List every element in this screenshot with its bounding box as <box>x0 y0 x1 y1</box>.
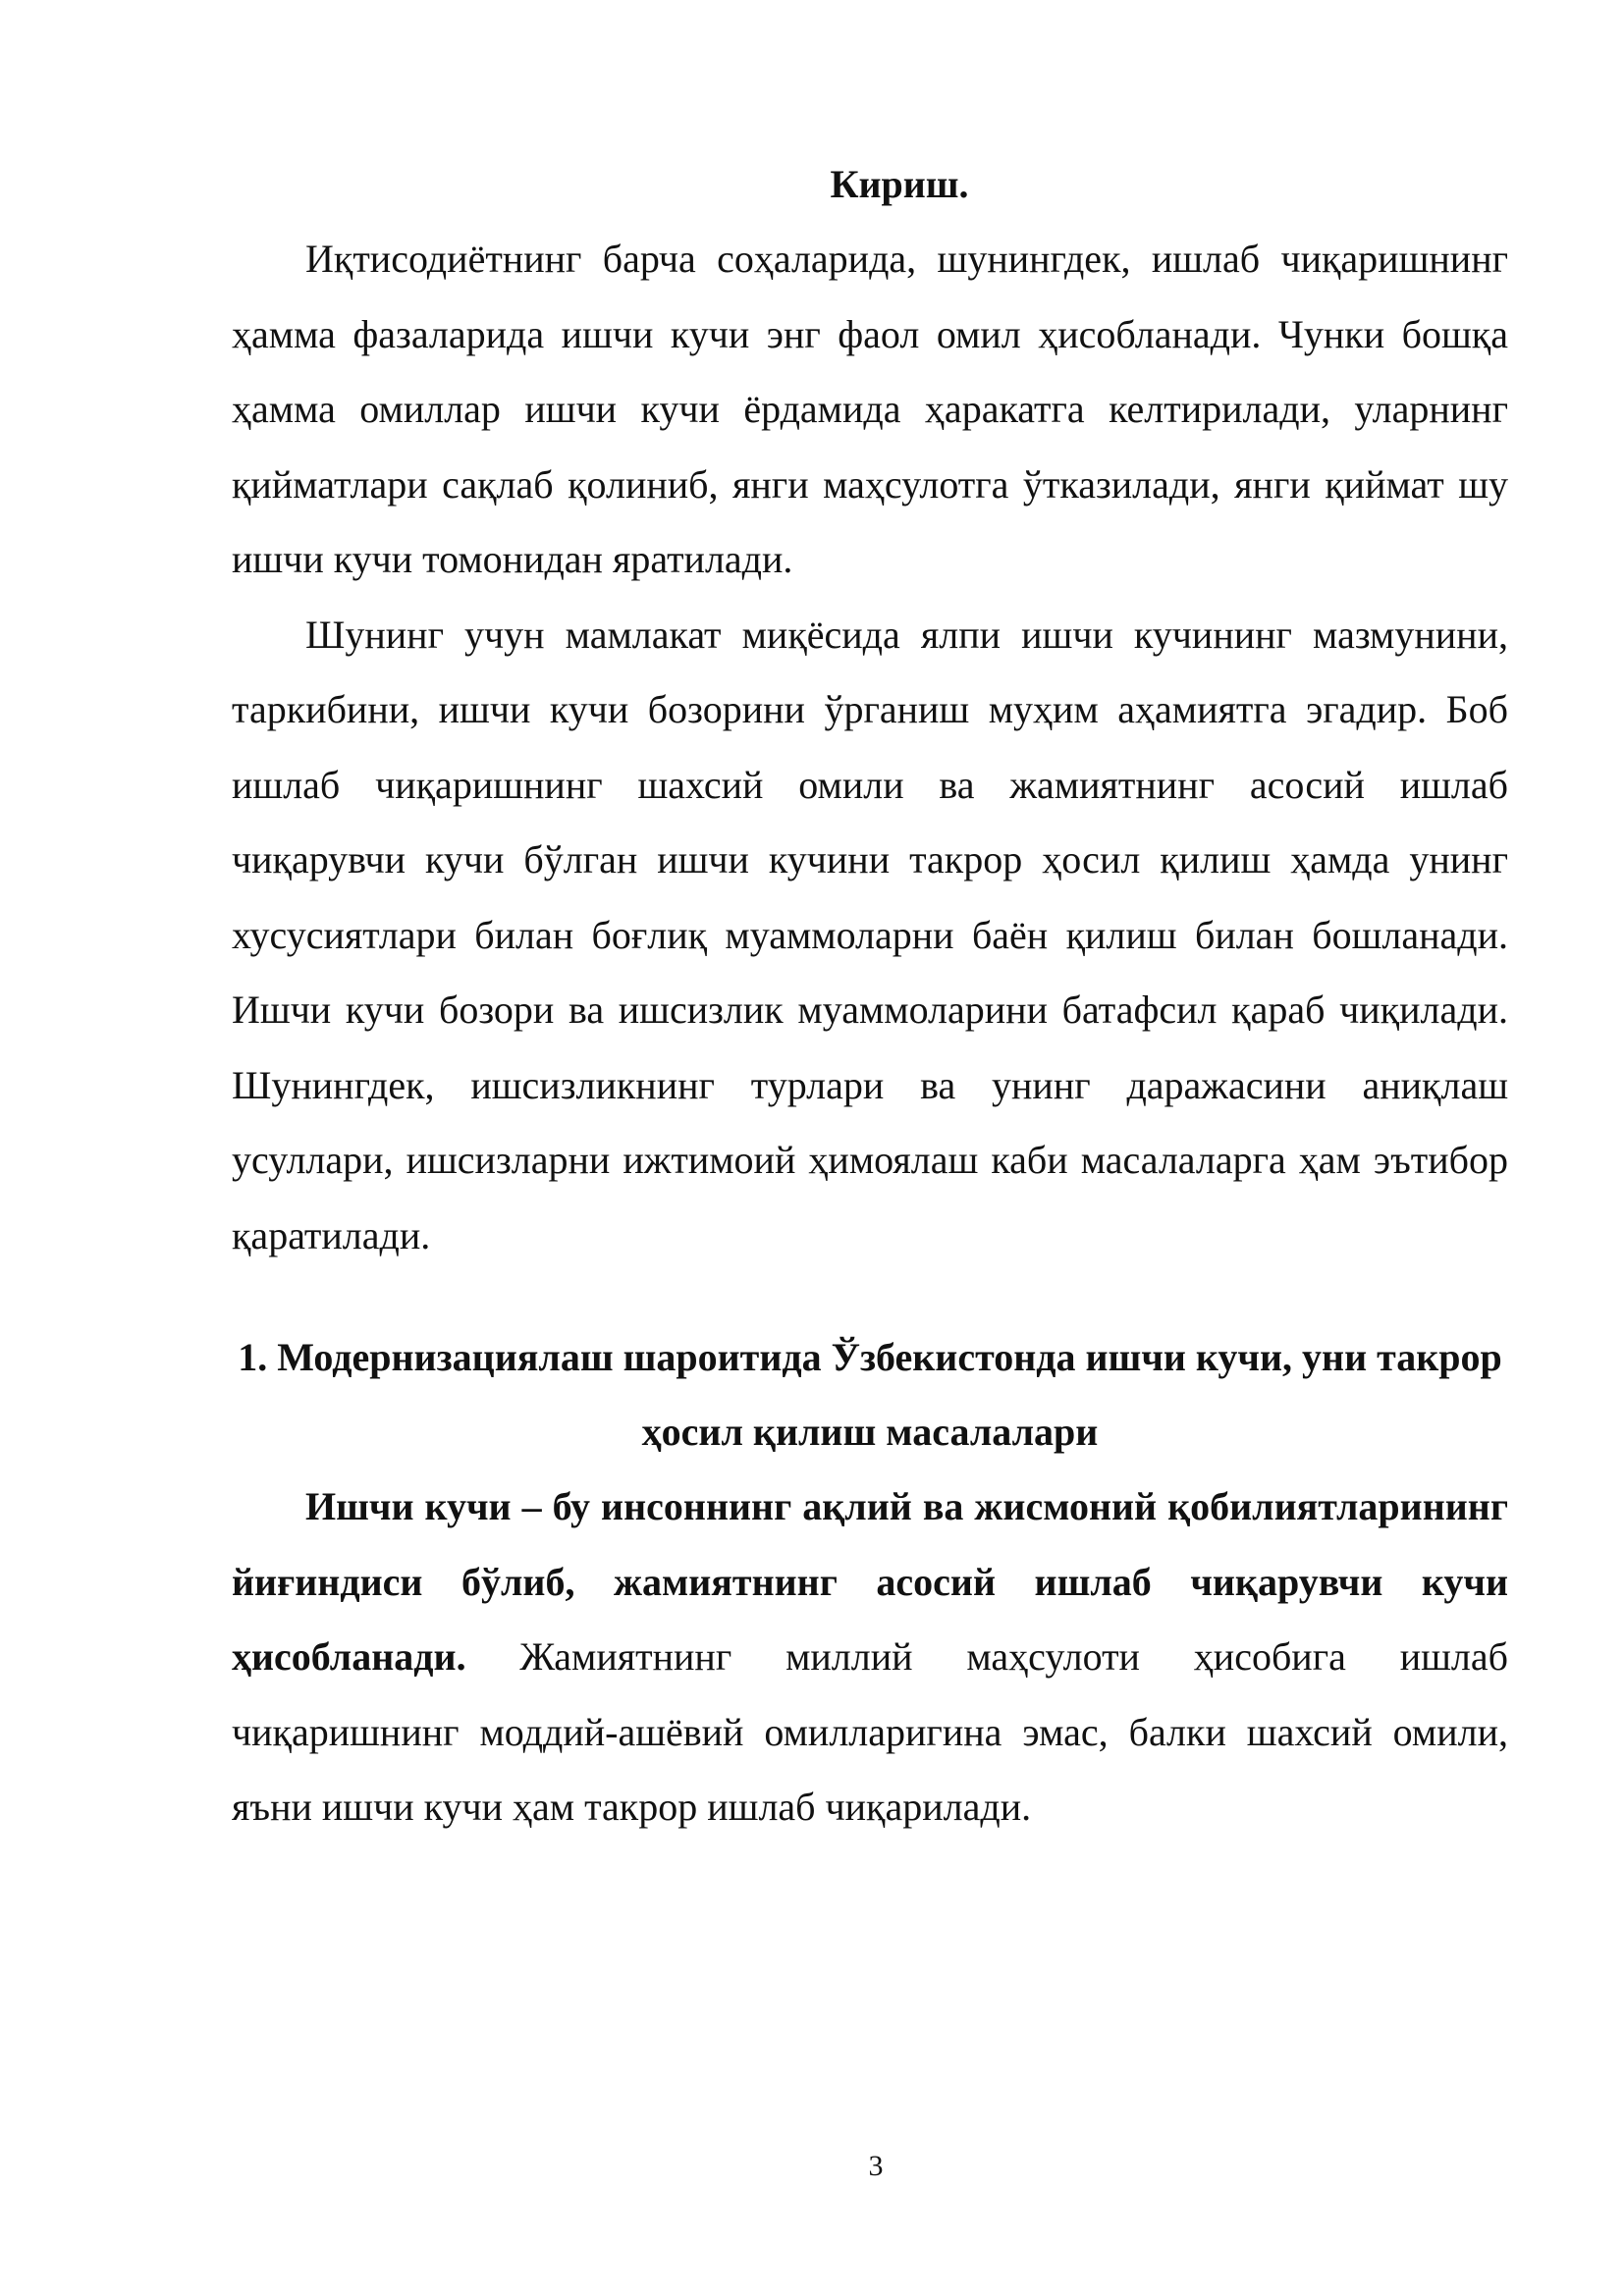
document-page <box>232 147 1508 1845</box>
definition-regular-text: Жамиятнинг миллий маҳсулоти ҳисобига ишлаб чиқаришнинг моддий-ашёвий омилларигина эмас, балки шахсий омили, яъни ишчи кучи ҳам такрор ишлаб чиқарилади. <box>232 1634 1508 1829</box>
section-paragraph <box>232 1469 1508 1845</box>
page-number: 3 <box>868 2150 884 2182</box>
definition-bold-text: Ишчи кучи – бу инсоннинг ақлий ва жисмоний қобилиятларининг йиғиндиси бўлиб, жамиятнинг асосий ишлаб чиқарувчи кучи ҳисобланади. <box>232 1484 1508 1679</box>
section-title: 1. Модернизациялаш шароитида Ўзбекистонда ишчи кучи, уни такрор ҳосил қилиш масалалари <box>238 1335 1502 1454</box>
intro-paragraph-1: Иқтисодиётнинг барча соҳаларида, шунингдек, ишлаб чиқаришнинг ҳамма фазаларида ишчи кучи энг фаол омил ҳисобланади. Чунки бошқа ҳамма омиллар ишчи кучи ёрдамида ҳаракатга келтирилади, уларнинг қийматлари сақлаб қолиниб, янги маҳсулотга ўтказилади, янги қиймат шу ишчи кучи томонидан яратилади. <box>232 237 1508 581</box>
intro-heading: Кириш. <box>830 162 969 206</box>
intro-paragraph-2: Шунинг учун мамлакат миқёсида ялпи ишчи кучининг мазмунини, таркибини, ишчи кучи бозорини ўрганиш муҳим аҳамиятга эгадир. Боб ишлаб чиқаришнинг шахсий омили ва жамиятнинг асосий ишлаб чиқарувчи кучи бўлган ишчи кучини такрор ҳосил қилиш ҳамда унинг хусусиятлари билан боғлиқ муаммоларни баён қилиш билан бошланади. Ишчи кучи бозори ва ишсизлик муаммоларини батафсил қараб чиқилади. Шунингдек, ишсизликнинг турлари ва унинг даражасини аниқлаш усуллари, ишсизларни ижтимоий ҳимоялаш каби масалаларга ҳам эътибор қаратилади. <box>232 612 1508 1257</box>
